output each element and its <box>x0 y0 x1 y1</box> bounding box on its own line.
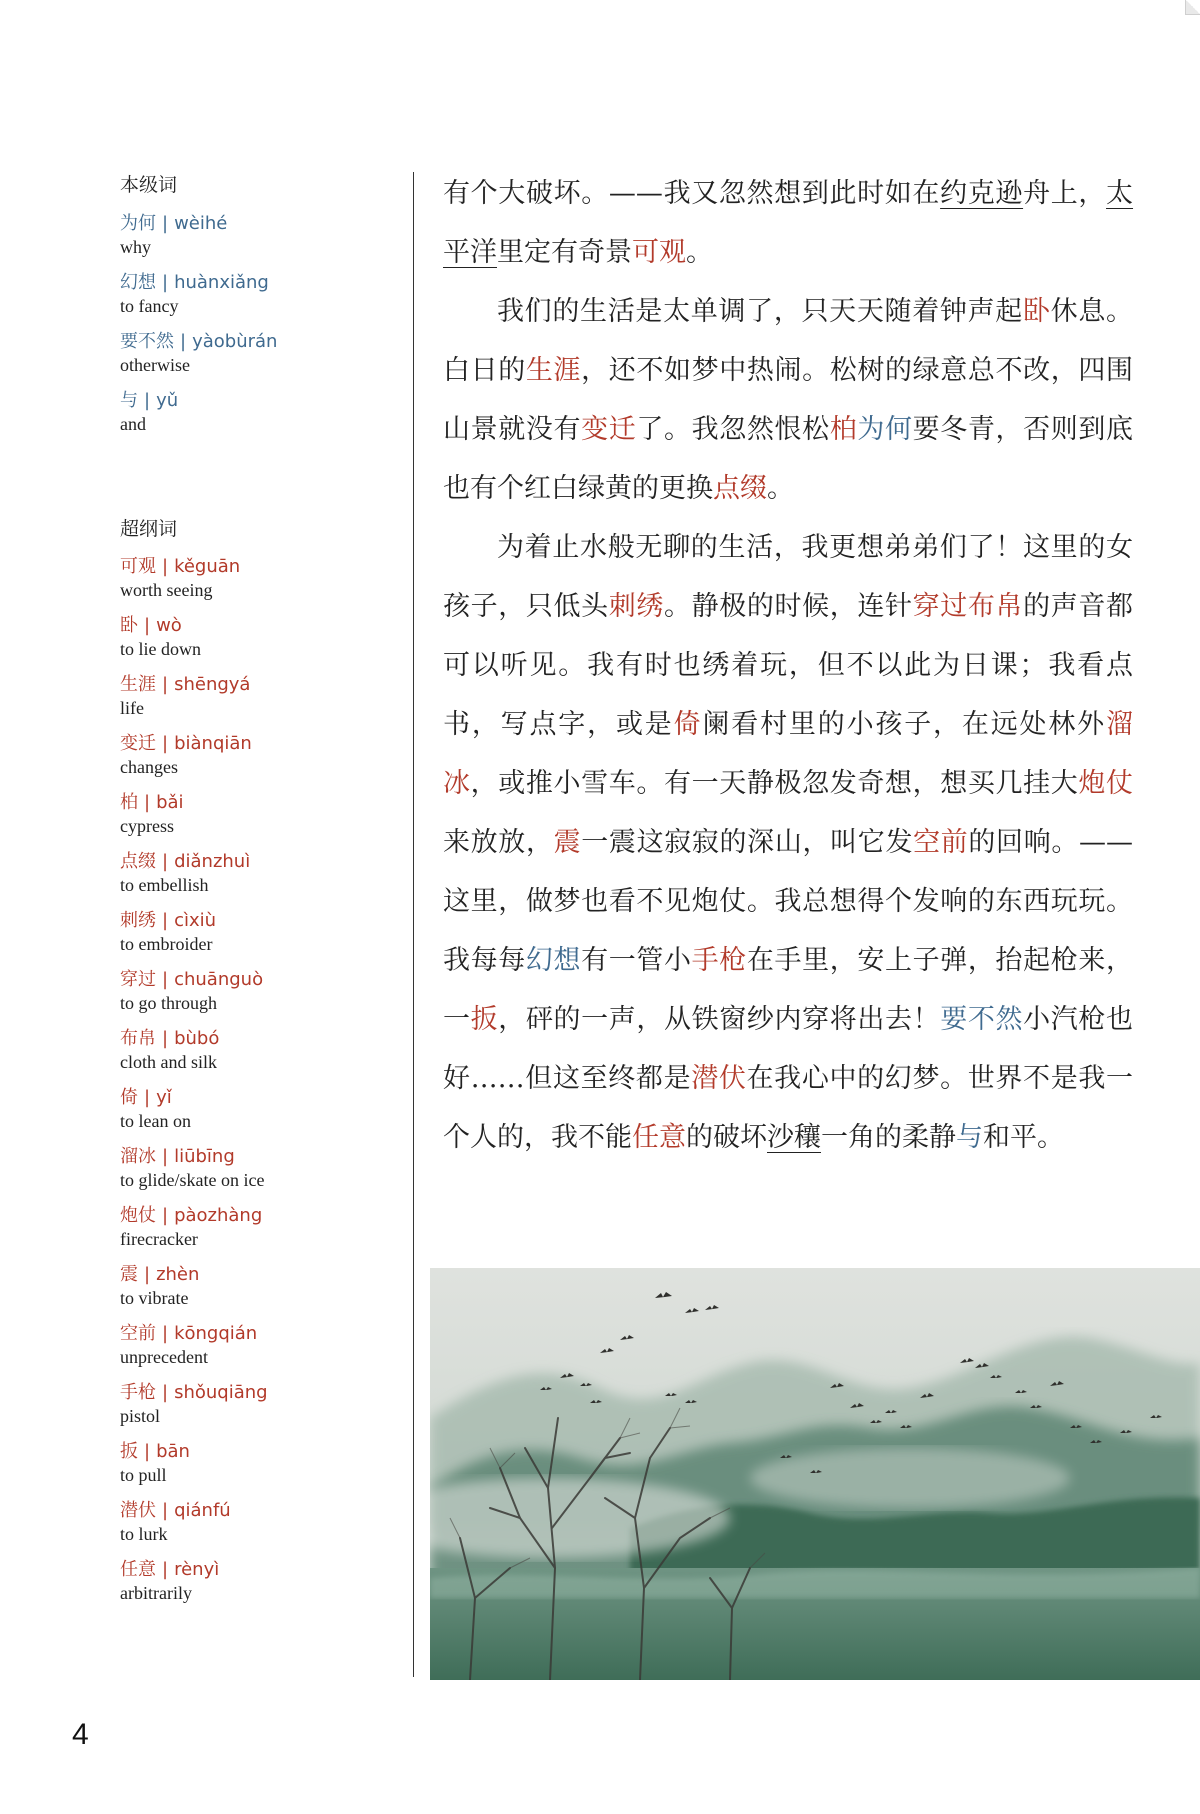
text-run: 的声音都可以听见。我有时也绣着玩，但不以此为日课；我看点书，写点字，或是 <box>443 591 1133 740</box>
vocab-entry <box>120 330 277 389</box>
vocab-pinyin: cìxiù <box>174 910 217 931</box>
text-run: 里定有奇景 <box>497 237 632 268</box>
vocab-entry <box>120 791 268 850</box>
vocab-headword <box>120 1263 268 1287</box>
vocab-separator: | <box>162 674 169 695</box>
vocab-pinyin: shǒuqiāng <box>174 1382 268 1403</box>
vocab-entry <box>120 614 268 673</box>
text-run: 和平。 <box>983 1122 1064 1153</box>
vocab-headword <box>120 1558 268 1582</box>
vocab-separator: | <box>162 733 169 754</box>
vocab-highlight: 震 <box>553 827 582 858</box>
vocab-gloss: to pull <box>120 1465 167 1485</box>
vocab-highlight: 生涯 <box>525 355 582 386</box>
vocab-separator: | <box>162 851 169 872</box>
vocab-word: 炮仗 <box>120 1205 156 1226</box>
vocab-highlight: 点缀 <box>713 473 767 504</box>
vocab-headword <box>120 850 268 874</box>
vocab-entry <box>120 732 268 791</box>
vocab-separator: | <box>162 1028 169 1049</box>
vocab-word: 与 <box>120 390 138 411</box>
vocab-entry <box>120 850 268 909</box>
text-run: 一震这寂寂的深山，叫它发 <box>581 827 914 858</box>
vocab-pinyin: kěguān <box>174 556 241 577</box>
vocab-headword <box>120 732 268 756</box>
column-divider <box>413 172 414 1677</box>
vocab-entry <box>120 212 277 271</box>
text-run: 了。我忽然恨松 <box>636 414 830 445</box>
vocab-entry <box>120 1027 268 1086</box>
vocab-separator: | <box>162 910 169 931</box>
vocab-word: 任意 <box>120 1559 156 1580</box>
vocab-headword <box>120 1027 268 1051</box>
vocab-entry <box>120 271 277 330</box>
text-run: 。静极的时候，连针 <box>664 591 913 622</box>
vocab-highlight: 为何 <box>857 414 913 445</box>
vocab-entry <box>120 1263 268 1322</box>
vocab-gloss: worth seeing <box>120 580 213 600</box>
vocab-gloss: to lean on <box>120 1111 191 1131</box>
vocab-pinyin: bān <box>156 1441 190 1462</box>
vocab-word: 为何 <box>120 213 156 234</box>
vocab-separator: | <box>162 213 169 234</box>
vocab-word: 震 <box>120 1264 138 1285</box>
text-run: ，或推小雪车。有一天静极忽发奇想，想买几挂大 <box>470 768 1079 799</box>
text-run: 舟上， <box>1023 178 1107 209</box>
paragraph <box>443 282 1133 518</box>
text-run: 为着止水般无聊的生活，我更想弟弟们了！这里的女孩子，只低头 <box>443 532 1133 622</box>
vocab-pinyin: bǎi <box>156 792 184 813</box>
text-run: 我们的生活是太单调了，只天天随着钟声起 <box>497 296 1023 327</box>
vocab-separator: | <box>162 1382 169 1403</box>
vocab-word: 可观 <box>120 556 156 577</box>
vocab-highlight: 穿过 <box>912 591 968 622</box>
beyond-words-heading: 超纲词 <box>120 518 178 540</box>
vocab-pinyin: kōngqián <box>174 1323 258 1344</box>
vocab-entry <box>120 1499 268 1558</box>
vocab-separator: | <box>144 1087 151 1108</box>
vocab-gloss: cypress <box>120 816 174 836</box>
vocab-word: 刺绣 <box>120 910 156 931</box>
vocab-headword <box>120 389 277 413</box>
vocab-gloss: to fancy <box>120 296 179 316</box>
vocab-pinyin: wò <box>156 615 182 636</box>
vocab-pinyin: shēngyá <box>174 674 251 695</box>
vocab-gloss: changes <box>120 757 178 777</box>
vocab-word: 手枪 <box>120 1382 156 1403</box>
vocab-pinyin: pàozhàng <box>174 1205 263 1226</box>
text-run: 小汽枪也好……但这至终都是 <box>443 1004 1133 1094</box>
text-run: 来放放， <box>443 827 554 858</box>
vocab-pinyin: wèihé <box>174 213 228 234</box>
text-run: 。 <box>767 473 794 504</box>
vocab-highlight: 潜伏 <box>691 1063 747 1094</box>
text-run: 在我心中的幻梦。世界不是我一个人的，我不能 <box>443 1063 1134 1153</box>
vocab-gloss: to vibrate <box>120 1288 189 1308</box>
text-run: 休息。白日的 <box>443 296 1134 386</box>
text-run: 在手里，安上子弹，抬起枪来，一 <box>443 945 1133 1035</box>
vocab-pinyin: yàobùrán <box>192 331 278 352</box>
ink-landscape-painting-icon <box>430 1268 1200 1680</box>
vocab-highlight: 炮仗 <box>1078 768 1133 799</box>
vocab-pinyin: diǎnzhuì <box>174 851 251 872</box>
vocab-word: 倚 <box>120 1087 138 1108</box>
vocab-pinyin: chuānguò <box>174 969 264 990</box>
landscape-illustration <box>430 1268 1200 1680</box>
vocab-word: 生涯 <box>120 674 156 695</box>
vocab-entry <box>120 1381 268 1440</box>
page-corner-fold <box>1185 0 1200 15</box>
vocab-word: 要不然 <box>120 331 174 352</box>
proper-noun: 太平洋 <box>443 178 1134 268</box>
vocab-highlight: 刺绣 <box>608 591 664 622</box>
proper-noun: 沙穰 <box>767 1122 821 1153</box>
page-number: 4 <box>72 1718 89 1751</box>
main-text <box>443 164 1133 1167</box>
vocab-gloss: otherwise <box>120 355 190 375</box>
vocab-gloss: life <box>120 698 144 718</box>
vocab-gloss: arbitrarily <box>120 1583 192 1603</box>
vocab-gloss: to glide/skate on ice <box>120 1170 265 1190</box>
level-words-list <box>120 212 277 448</box>
vocab-separator: | <box>144 615 151 636</box>
vocab-highlight: 倚 <box>673 709 703 740</box>
vocab-highlight: 溜冰 <box>443 709 1134 799</box>
vocab-highlight: 可观 <box>632 237 686 268</box>
vocab-gloss: to lurk <box>120 1524 168 1544</box>
vocab-headword <box>120 1204 268 1228</box>
vocab-highlight: 变迁 <box>581 414 637 445</box>
vocab-pinyin: rènyì <box>174 1559 220 1580</box>
vocab-pinyin: qiánfú <box>174 1500 231 1521</box>
vocab-word: 穿过 <box>120 969 156 990</box>
vocab-headword <box>120 614 268 638</box>
vocab-headword <box>120 1440 268 1464</box>
vocab-separator: | <box>162 1500 169 1521</box>
vocab-entry <box>120 909 268 968</box>
vocab-gloss: to go through <box>120 993 217 1013</box>
vocab-highlight: 与 <box>956 1122 983 1153</box>
vocab-word: 扳 <box>120 1441 138 1462</box>
beyond-words-list <box>120 555 268 1617</box>
vocab-pinyin: yǔ <box>156 390 179 411</box>
vocab-highlight: 卧 <box>1022 296 1051 327</box>
proper-noun: 约克逊 <box>940 178 1024 209</box>
vocab-word: 溜冰 <box>120 1146 156 1167</box>
text-run: 一角的柔静 <box>821 1122 956 1153</box>
level-words-heading: 本级词 <box>120 174 178 196</box>
vocab-entry <box>120 1558 268 1617</box>
vocab-pinyin: biànqiān <box>174 733 252 754</box>
vocab-highlight: 布帛 <box>967 591 1024 622</box>
vocab-headword <box>120 673 268 697</box>
vocab-entry <box>120 1440 268 1499</box>
vocab-pinyin: liūbīng <box>174 1146 235 1167</box>
vocab-gloss: and <box>120 414 146 434</box>
vocab-entry <box>120 673 268 732</box>
vocab-separator: | <box>162 1323 169 1344</box>
paragraph <box>443 518 1133 1167</box>
vocab-highlight: 柏 <box>829 414 858 445</box>
text-run: ，还不如梦中热闹。松树的绿意总不改，四围山景就没有 <box>443 355 1133 445</box>
vocab-separator: | <box>144 390 151 411</box>
vocab-highlight: 扳 <box>470 1004 499 1035</box>
vocab-highlight: 空前 <box>913 827 969 858</box>
vocab-headword <box>120 1499 268 1523</box>
vocab-entry <box>120 1145 268 1204</box>
vocab-headword <box>120 1322 268 1346</box>
vocab-word: 布帛 <box>120 1028 156 1049</box>
vocab-separator: | <box>162 1559 169 1580</box>
vocab-separator: | <box>162 1146 169 1167</box>
paragraph <box>443 164 1133 282</box>
vocab-highlight: 任意 <box>632 1122 686 1153</box>
vocab-highlight: 手枪 <box>691 945 747 976</box>
vocab-headword <box>120 212 277 236</box>
vocab-separator: | <box>162 1205 169 1226</box>
vocab-word: 潜伏 <box>120 1500 156 1521</box>
vocab-headword <box>120 555 268 579</box>
text-run: 要冬青，否则到底也有个红白绿黄的更换 <box>443 414 1133 504</box>
vocab-headword <box>120 271 277 295</box>
vocab-gloss: cloth and silk <box>120 1052 217 1072</box>
vocab-headword <box>120 1381 268 1405</box>
vocab-pinyin: bùbó <box>174 1028 220 1049</box>
vocab-headword <box>120 909 268 933</box>
vocab-separator: | <box>162 556 169 577</box>
vocab-separator: | <box>162 969 169 990</box>
vocab-word: 幻想 <box>120 272 156 293</box>
vocab-pinyin: zhèn <box>156 1264 200 1285</box>
text-run: 有一管小 <box>581 945 692 976</box>
vocab-headword <box>120 968 268 992</box>
vocab-entry <box>120 555 268 614</box>
vocab-pinyin: yǐ <box>156 1087 172 1108</box>
vocab-gloss: unprecedent <box>120 1347 208 1367</box>
vocab-highlight: 幻想 <box>525 945 582 976</box>
vocab-highlight: 要不然 <box>940 1004 1024 1035</box>
vocab-separator: | <box>180 331 187 352</box>
vocab-pinyin: huànxiǎng <box>174 272 269 293</box>
text-run: ，砰的一声，从铁窗纱内穿将出去！ <box>498 1004 941 1035</box>
vocab-headword <box>120 330 277 354</box>
vocab-entry <box>120 1086 268 1145</box>
text-run: 有个大破坏。——我又忽然想到此时如在 <box>443 178 941 209</box>
vocab-entry <box>120 1204 268 1263</box>
vocab-gloss: to embellish <box>120 875 209 895</box>
vocab-gloss: to lie down <box>120 639 201 659</box>
vocab-headword <box>120 791 268 815</box>
vocab-headword <box>120 1086 268 1110</box>
vocab-separator: | <box>144 1441 151 1462</box>
text-run: 的回响。——这里，做梦也看不见炮仗。我总想得个发响的东西玩玩。我每每 <box>443 827 1134 976</box>
text-run: 阑看村里的小孩子，在远处林外 <box>702 709 1107 740</box>
vocab-entry <box>120 389 277 448</box>
text-run: 。 <box>686 237 713 268</box>
vocab-word: 变迁 <box>120 733 156 754</box>
vocab-separator: | <box>162 272 169 293</box>
vocab-word: 点缀 <box>120 851 156 872</box>
vocab-separator: | <box>144 792 151 813</box>
vocab-entry <box>120 1322 268 1381</box>
text-run: 的破坏 <box>686 1122 767 1153</box>
vocab-gloss: pistol <box>120 1406 161 1426</box>
vocab-entry <box>120 968 268 1027</box>
vocab-word: 卧 <box>120 615 138 636</box>
vocab-gloss: why <box>120 237 151 257</box>
vocab-separator: | <box>144 1264 151 1285</box>
vocab-gloss: firecracker <box>120 1229 198 1249</box>
vocab-gloss: to embroider <box>120 934 213 954</box>
vocab-word: 空前 <box>120 1323 156 1344</box>
vocab-headword <box>120 1145 268 1169</box>
vocab-word: 柏 <box>120 792 138 813</box>
